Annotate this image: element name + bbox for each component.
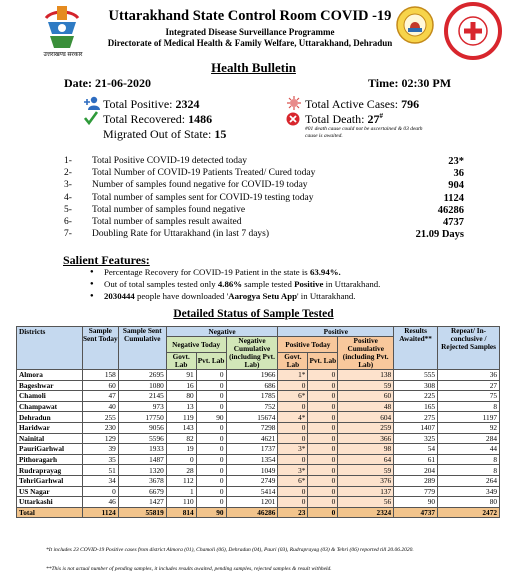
col-header-sent-cumulative: Sample Sent Cumulative	[118, 327, 166, 370]
salient-features-list	[90, 266, 380, 302]
table-row	[17, 401, 500, 412]
table-cell: 0	[308, 401, 338, 412]
table-cell: 289	[394, 475, 438, 486]
list-item	[64, 205, 464, 217]
table-cell: 0	[308, 412, 338, 423]
col-header-pos-pvt: Pvt. Lab	[308, 353, 338, 370]
table-cell: 1049	[226, 465, 278, 476]
table-total-row	[17, 507, 500, 518]
table-cell: 275	[394, 412, 438, 423]
table-cell: 59	[338, 380, 394, 391]
table-cell: 349	[438, 486, 500, 497]
table-row	[17, 380, 500, 391]
table-cell: 230	[82, 422, 118, 433]
table-cell: 19	[166, 444, 196, 455]
table-cell: 90	[196, 412, 226, 423]
list-item: ● 2030444 people have downloaded 'Aarogya Setu App' in Uttarakhand.	[90, 290, 380, 302]
col-header-districts: Districts	[17, 327, 83, 370]
table-cell: 1966	[226, 370, 278, 381]
table-cell: 44	[438, 444, 500, 455]
table-cell: 1487	[118, 454, 166, 465]
list-item-number: 1-	[64, 156, 72, 166]
table-cell: 264	[438, 475, 500, 486]
table-cell: 1407	[394, 422, 438, 433]
list-item-value: 46286	[437, 204, 464, 216]
add-person-icon	[84, 96, 101, 110]
list-item-number: 5-	[64, 204, 72, 215]
summary-list	[64, 156, 464, 241]
total-cell: 814	[166, 507, 196, 518]
district-name: Dehradun	[17, 412, 83, 423]
table-cell: 13	[166, 401, 196, 412]
table-cell: 0	[308, 486, 338, 497]
table-cell: 0	[278, 486, 308, 497]
district-name: Nainital	[17, 433, 83, 444]
cross-circle-icon	[286, 112, 300, 126]
table-cell: 0	[308, 370, 338, 381]
table-cell: 0	[308, 380, 338, 391]
table-cell: 0	[308, 422, 338, 433]
total-cell: 90	[196, 507, 226, 518]
national-health-mission-logo-icon	[444, 2, 502, 60]
table-cell: 3*	[278, 465, 308, 476]
table-cell: 34	[82, 475, 118, 486]
table-cell: 0	[308, 433, 338, 444]
table-row	[17, 433, 500, 444]
table-cell: 17750	[118, 412, 166, 423]
table-cell: 39	[82, 444, 118, 455]
table-cell: 8	[438, 401, 500, 412]
table-cell: 1785	[226, 391, 278, 402]
table-cell: 2145	[118, 391, 166, 402]
table-cell: 46	[82, 497, 118, 508]
total-cell: 46286	[226, 507, 278, 518]
table-cell: 5596	[118, 433, 166, 444]
table-cell: 6*	[278, 391, 308, 402]
table-cell: 973	[118, 401, 166, 412]
table-cell: 0	[196, 444, 226, 455]
footnote-positive: *It includes 23 COVID-19 Positive cases from district Almora (01), Chamoli (06), Dehradun (04), Pauri (03), Rudraprayag (03) & Tehri (06) reported till 20.06.2020.	[46, 547, 414, 553]
migrated-out: Migrated Out of State: 15	[103, 127, 227, 141]
list-item-value: 904	[448, 180, 464, 192]
list-item-number: 6-	[64, 216, 72, 227]
table-cell: 0	[196, 454, 226, 465]
table-cell: 0	[196, 433, 226, 444]
table-cell: 3678	[118, 475, 166, 486]
page-subtitle-directorate: Directorate of Medical Health & Family Welfare, Uttarakhand, Dehradun	[107, 38, 393, 48]
list-item-number: 3-	[64, 180, 72, 191]
list-item-label: Doubling Rate for Uttarakhand (in last 7 days)	[92, 229, 270, 240]
total-cell: 23	[278, 507, 308, 518]
table-cell: 0	[196, 401, 226, 412]
table-cell: 1354	[226, 454, 278, 465]
death-note: #01 death cause could not be ascertained & 03 death cause is awaited.	[305, 126, 423, 139]
table-row	[17, 465, 500, 476]
table-cell: 1737	[226, 444, 278, 455]
virus-icon	[287, 96, 301, 110]
table-cell: 80	[166, 391, 196, 402]
table-cell: 1933	[118, 444, 166, 455]
table-row	[17, 497, 500, 508]
table-cell: 0	[196, 486, 226, 497]
table-cell: 75	[438, 391, 500, 402]
list-item	[64, 229, 464, 241]
table-cell: 752	[226, 401, 278, 412]
table-cell: 9056	[118, 422, 166, 433]
table-cell: 225	[394, 391, 438, 402]
table-cell: 4621	[226, 433, 278, 444]
list-item-value: 36	[453, 168, 464, 180]
list-item	[64, 168, 464, 180]
table-cell: 56	[338, 497, 394, 508]
table-cell: 366	[338, 433, 394, 444]
list-item-number: 7-	[64, 229, 72, 240]
table-cell: 1320	[118, 465, 166, 476]
table-cell: 119	[166, 412, 196, 423]
table-title: Detailed Status of Sample Tested	[173, 308, 334, 320]
table-cell: 59	[338, 465, 394, 476]
district-name: Chamoli	[17, 391, 83, 402]
table-cell: 555	[394, 370, 438, 381]
list-item	[64, 193, 464, 205]
table-cell: 82	[166, 433, 196, 444]
table-cell: 259	[338, 422, 394, 433]
col-header-pos-govt: Govt. Lab	[278, 353, 308, 370]
list-item-label: Number of samples found negative for COVID-19 today	[92, 180, 308, 191]
table-cell: 51	[82, 465, 118, 476]
table-cell: 1197	[438, 412, 500, 423]
table-cell: 8	[438, 465, 500, 476]
table-row	[17, 370, 500, 381]
col-header-neg-govt: Govt. Lab	[166, 353, 196, 370]
table-cell: 255	[82, 412, 118, 423]
table-cell: 0	[278, 401, 308, 412]
table-cell: 48	[338, 401, 394, 412]
total-cell: 55819	[118, 507, 166, 518]
table-cell: 92	[438, 422, 500, 433]
list-item-value: 23*	[448, 156, 464, 167]
table-row	[17, 486, 500, 497]
table-cell: 325	[394, 433, 438, 444]
table-cell: 98	[338, 444, 394, 455]
table-cell: 2695	[118, 370, 166, 381]
table-cell: 64	[338, 454, 394, 465]
total-positive: Total Positive: 2324	[103, 97, 200, 111]
table-cell: 2749	[226, 475, 278, 486]
table-cell: 110	[166, 497, 196, 508]
table-cell: 137	[338, 486, 394, 497]
table-cell: 0	[196, 497, 226, 508]
table-cell: 1427	[118, 497, 166, 508]
table-cell: 60	[82, 380, 118, 391]
list-item	[64, 217, 464, 229]
table-row	[17, 444, 500, 455]
table-cell: 3*	[278, 444, 308, 455]
col-header-sent-today: Sample Sent Today	[82, 327, 118, 370]
table-cell: 54	[394, 444, 438, 455]
emblem-caption: उत्तराखण्ड सरकार	[43, 52, 83, 58]
table-cell: 7298	[226, 422, 278, 433]
table-row	[17, 454, 500, 465]
table-cell: 604	[338, 412, 394, 423]
table-cell: 284	[438, 433, 500, 444]
table-cell: 0	[196, 465, 226, 476]
district-name: Almora	[17, 370, 83, 381]
table-cell: 308	[394, 380, 438, 391]
table-cell: 0	[278, 454, 308, 465]
table-cell: 0	[278, 380, 308, 391]
list-item-value: 1124	[443, 192, 464, 204]
table-cell: 0	[82, 486, 118, 497]
col-header-repeat: Repeat/ In-conclusive / Rejected Samples	[438, 327, 500, 370]
table-cell: 6*	[278, 475, 308, 486]
table-row	[17, 391, 500, 402]
table-cell: 8	[438, 454, 500, 465]
footnote-awaited: **This is not actual number of pending samples, it includes results awaited, pending samples, rejected samples & result withheld.	[46, 566, 332, 572]
list-item-label: Total number of samples result awaited	[92, 216, 242, 227]
col-header-negative: Negative	[166, 327, 278, 337]
table-cell: 138	[338, 370, 394, 381]
table-cell: 1080	[118, 380, 166, 391]
col-header-positive-cumulative: Positive Cumulative (including Pvt. Lab)	[338, 337, 394, 370]
list-item-label: Total number of samples found negative	[92, 204, 246, 215]
list-item-value: 4737	[443, 216, 464, 228]
table-cell: 47	[82, 391, 118, 402]
col-header-results-awaited: Results Awaited**	[394, 327, 438, 370]
list-item	[64, 156, 464, 168]
table-cell: 4*	[278, 412, 308, 423]
total-cell: 0	[308, 507, 338, 518]
salient-features-title: Salient Features:	[63, 253, 150, 267]
table-cell: 0	[308, 444, 338, 455]
table-row	[17, 475, 500, 486]
table-cell: 204	[394, 465, 438, 476]
district-name: Bageshwar	[17, 380, 83, 391]
list-item-number: 2-	[64, 168, 72, 179]
total-cell: 2472	[438, 507, 500, 518]
health-department-seal-icon	[396, 6, 434, 44]
total-cell: 2324	[338, 507, 394, 518]
district-name: Champawat	[17, 401, 83, 412]
table-cell: 1*	[278, 370, 308, 381]
table-cell: 35	[82, 454, 118, 465]
table-cell: 0	[308, 454, 338, 465]
table-cell: 0	[278, 497, 308, 508]
list-item-label: Total number of samples sent for COVID-19 testing today	[92, 192, 314, 203]
table-cell: 0	[278, 433, 308, 444]
col-header-negative-today: Negative Today	[166, 337, 226, 353]
table-cell: 165	[394, 401, 438, 412]
total-label: Total	[17, 507, 83, 518]
table-cell: 129	[82, 433, 118, 444]
total-active-cases: Total Active Cases: 796	[305, 97, 420, 111]
list-item-number: 4-	[64, 192, 72, 203]
table-cell: 0	[196, 475, 226, 486]
bulletin-time: Time: 02:30 PM	[368, 76, 452, 90]
table-cell: 376	[338, 475, 394, 486]
table-row	[17, 422, 500, 433]
table-cell: 61	[394, 454, 438, 465]
table-cell: 0	[166, 454, 196, 465]
district-name: PauriGarhwal	[17, 444, 83, 455]
col-header-positive: Positive	[278, 327, 394, 337]
table-cell: 0	[308, 465, 338, 476]
table-cell: 6679	[118, 486, 166, 497]
bulletin-header	[0, 0, 507, 66]
list-item: ● Out of total samples tested only 4.86% sample tested Positive in Uttarakhand.	[90, 278, 380, 290]
table-cell: 112	[166, 475, 196, 486]
page-title: Uttarakhand State Control Room COVID -19	[108, 8, 392, 24]
col-header-positive-today: Positive Today	[278, 337, 338, 353]
district-name: Pithoragarh	[17, 454, 83, 465]
table-cell: 0	[308, 391, 338, 402]
list-item-label: Total Positive COVID-19 detected today	[92, 156, 247, 166]
table-cell: 0	[196, 380, 226, 391]
total-death: Total Death: 27#	[305, 112, 383, 126]
sample-status-table	[16, 326, 500, 518]
district-name: TehriGarhwal	[17, 475, 83, 486]
table-cell: 1	[166, 486, 196, 497]
total-cell: 1124	[82, 507, 118, 518]
table-cell: 15674	[226, 412, 278, 423]
total-recovered: Total Recovered: 1486	[103, 112, 213, 126]
table-cell: 779	[394, 486, 438, 497]
table-cell: 0	[196, 422, 226, 433]
list-item-label: Total Number of COVID-19 Patients Treated/ Cured today	[92, 168, 316, 179]
col-header-negative-cumulative: Negative Cumulative (including Pvt. Lab)	[226, 337, 278, 370]
table-cell: 0	[278, 422, 308, 433]
table-cell: 5414	[226, 486, 278, 497]
table-cell: 91	[166, 370, 196, 381]
table-row	[17, 412, 500, 423]
col-header-neg-pvt: Pvt. Lab	[196, 353, 226, 370]
table-cell: 80	[438, 497, 500, 508]
list-item	[64, 180, 464, 192]
table-cell: 90	[394, 497, 438, 508]
bulletin-date: Date: 21-06-2020	[64, 76, 151, 90]
table-cell: 0	[196, 391, 226, 402]
table-cell: 60	[338, 391, 394, 402]
district-name: Uttarkashi	[17, 497, 83, 508]
district-name: US Nagar	[17, 486, 83, 497]
list-item-value: 21.09 Days	[415, 229, 464, 241]
total-cell: 4737	[394, 507, 438, 518]
check-icon	[84, 111, 98, 125]
table-cell: 1201	[226, 497, 278, 508]
table-cell: 36	[438, 370, 500, 381]
district-name: Haridwar	[17, 422, 83, 433]
table-cell: 28	[166, 465, 196, 476]
table-cell: 143	[166, 422, 196, 433]
table-cell: 0	[308, 475, 338, 486]
page-subtitle-idsp: Integrated Disease Surveillance Programme	[165, 27, 335, 37]
table-cell: 0	[196, 370, 226, 381]
bulletin-title: Health Bulletin	[211, 60, 296, 75]
table-cell: 40	[82, 401, 118, 412]
table-cell: 0	[308, 497, 338, 508]
table-cell: 686	[226, 380, 278, 391]
table-cell: 16	[166, 380, 196, 391]
table-cell: 27	[438, 380, 500, 391]
district-name: Rudraprayag	[17, 465, 83, 476]
table-cell: 158	[82, 370, 118, 381]
list-item: ● Percentage Recovery for COVID-19 Patient in the state is 63.94%.	[90, 266, 380, 278]
